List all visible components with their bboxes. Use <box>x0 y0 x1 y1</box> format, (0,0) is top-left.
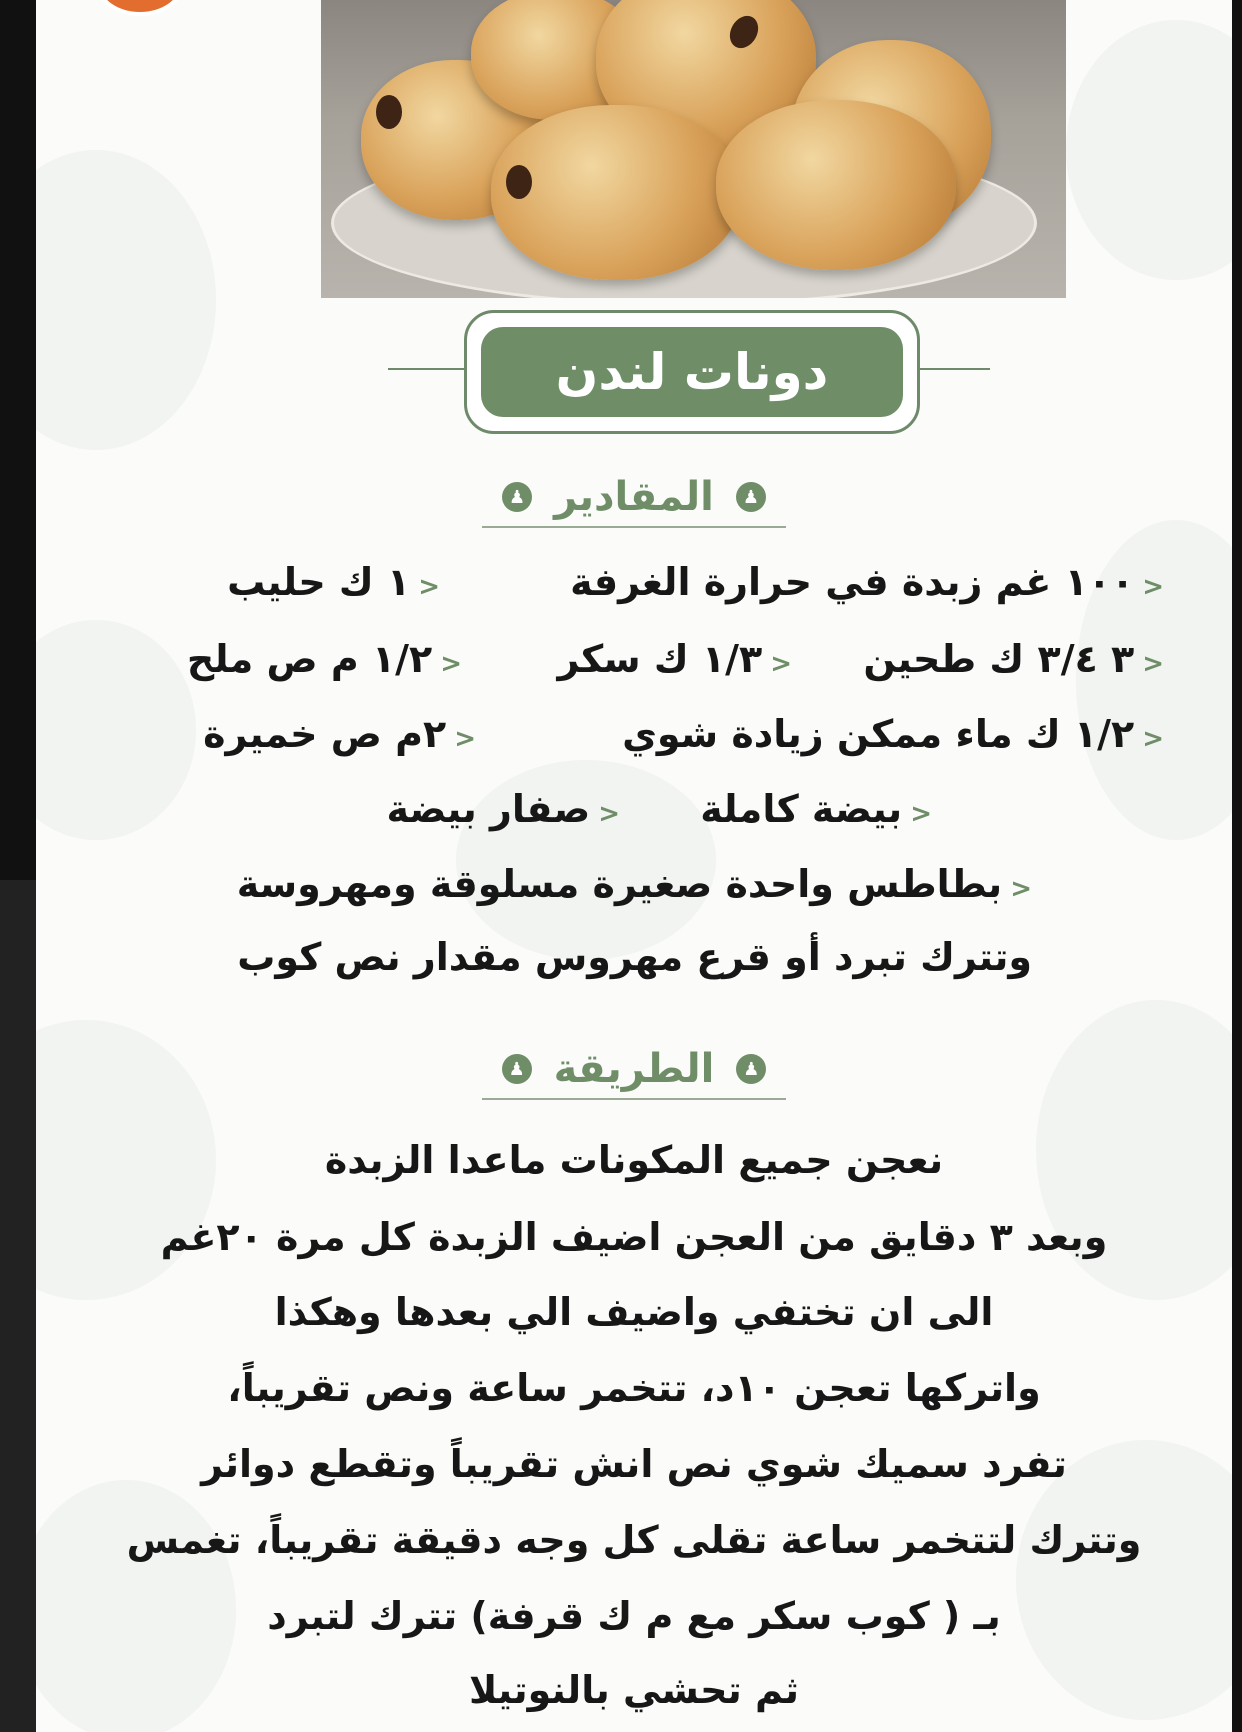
ingredient-item: <بطاطس واحدة صغيرة مسلوقة ومهروسة <box>236 862 1032 906</box>
method-line: ثم تحشي بالنوتيلا <box>468 1668 800 1712</box>
method-line: تفرد سميك شوي نص انش تقريباً وتقطع دوائر <box>201 1442 1067 1486</box>
ingredients-heading-text: المقادير <box>554 474 714 520</box>
arrow-bullet-icon: < <box>418 572 440 602</box>
arrow-bullet-icon: < <box>1142 724 1164 754</box>
arrow-bullet-icon: < <box>770 649 792 679</box>
arrow-bullet-icon: < <box>1142 649 1164 679</box>
method-line: بـ ( كوب سكر مع م ك قرفة) تترك لتبرد <box>267 1594 1001 1638</box>
arrow-bullet-icon: < <box>440 649 462 679</box>
app-background-strip <box>0 880 40 1732</box>
donut-photo <box>321 0 1066 298</box>
recipe-title: دونات لندن <box>555 343 829 401</box>
chef-hat-icon: ♟ <box>502 1054 532 1084</box>
method-line: واتركها تعجن ١٠د، تتخمر ساعة ونص تقريباً، <box>227 1366 1041 1410</box>
profile-avatar[interactable] <box>96 0 184 16</box>
title-banner <box>464 310 920 434</box>
ingredient-item: <١ ك حليب <box>227 560 440 604</box>
ingredient-continuation: وتترك تبرد أو قرع مهروس مقدار نص كوب <box>237 935 1032 979</box>
arrow-bullet-icon: < <box>598 799 620 829</box>
nutella-filling <box>506 165 532 199</box>
banner-divider-right <box>910 368 990 370</box>
recipe-card <box>36 0 1232 1732</box>
method-line: وتترك لتتخمر ساعة تقلى كل وجه دقيقة تقريباً، تغمس <box>126 1518 1142 1562</box>
method-line: وبعد ٣ دقايق من العجن اضيف الزبدة كل مرة ٢٠غم <box>160 1215 1108 1259</box>
ingredient-item: <١/٢ ك ماء ممكن زيادة شوي <box>622 712 1164 756</box>
chef-hat-icon: ♟ <box>736 1054 766 1084</box>
ingredient-item: <٢م ص خميرة <box>203 712 476 756</box>
ingredients-heading <box>36 468 1232 528</box>
arrow-bullet-icon: < <box>1142 572 1164 602</box>
background-blob <box>1066 20 1232 280</box>
ingredient-item: <٣ ٣/٤ ك طحين <box>863 637 1164 681</box>
arrow-bullet-icon: < <box>910 799 932 829</box>
ingredient-item: <بيضة كاملة <box>700 787 932 831</box>
arrow-bullet-icon: < <box>454 724 476 754</box>
background-blob <box>36 150 216 450</box>
donut <box>716 100 956 270</box>
chef-hat-icon: ♟ <box>736 482 766 512</box>
ingredient-item: <١٠٠ غم زبدة في حرارة الغرفة <box>570 560 1164 604</box>
ingredient-item: <١/٣ ك سكر <box>557 637 792 681</box>
banner-divider-left <box>388 368 468 370</box>
chef-hat-icon: ♟ <box>502 482 532 512</box>
method-line: نعجن جميع المكونات ماعدا الزبدة <box>324 1138 944 1182</box>
ingredient-item: <صفار بيضة <box>386 787 620 831</box>
ingredient-item: <١/٢ م ص ملح <box>186 637 462 681</box>
method-heading <box>36 1040 1232 1100</box>
background-blob <box>36 620 196 840</box>
nutella-filling <box>376 95 402 129</box>
arrow-bullet-icon: < <box>1010 874 1032 904</box>
method-heading-text: الطريقة <box>553 1046 715 1092</box>
method-line: الى ان تختفي واضيف الي بعدها وهكذا <box>274 1290 994 1334</box>
